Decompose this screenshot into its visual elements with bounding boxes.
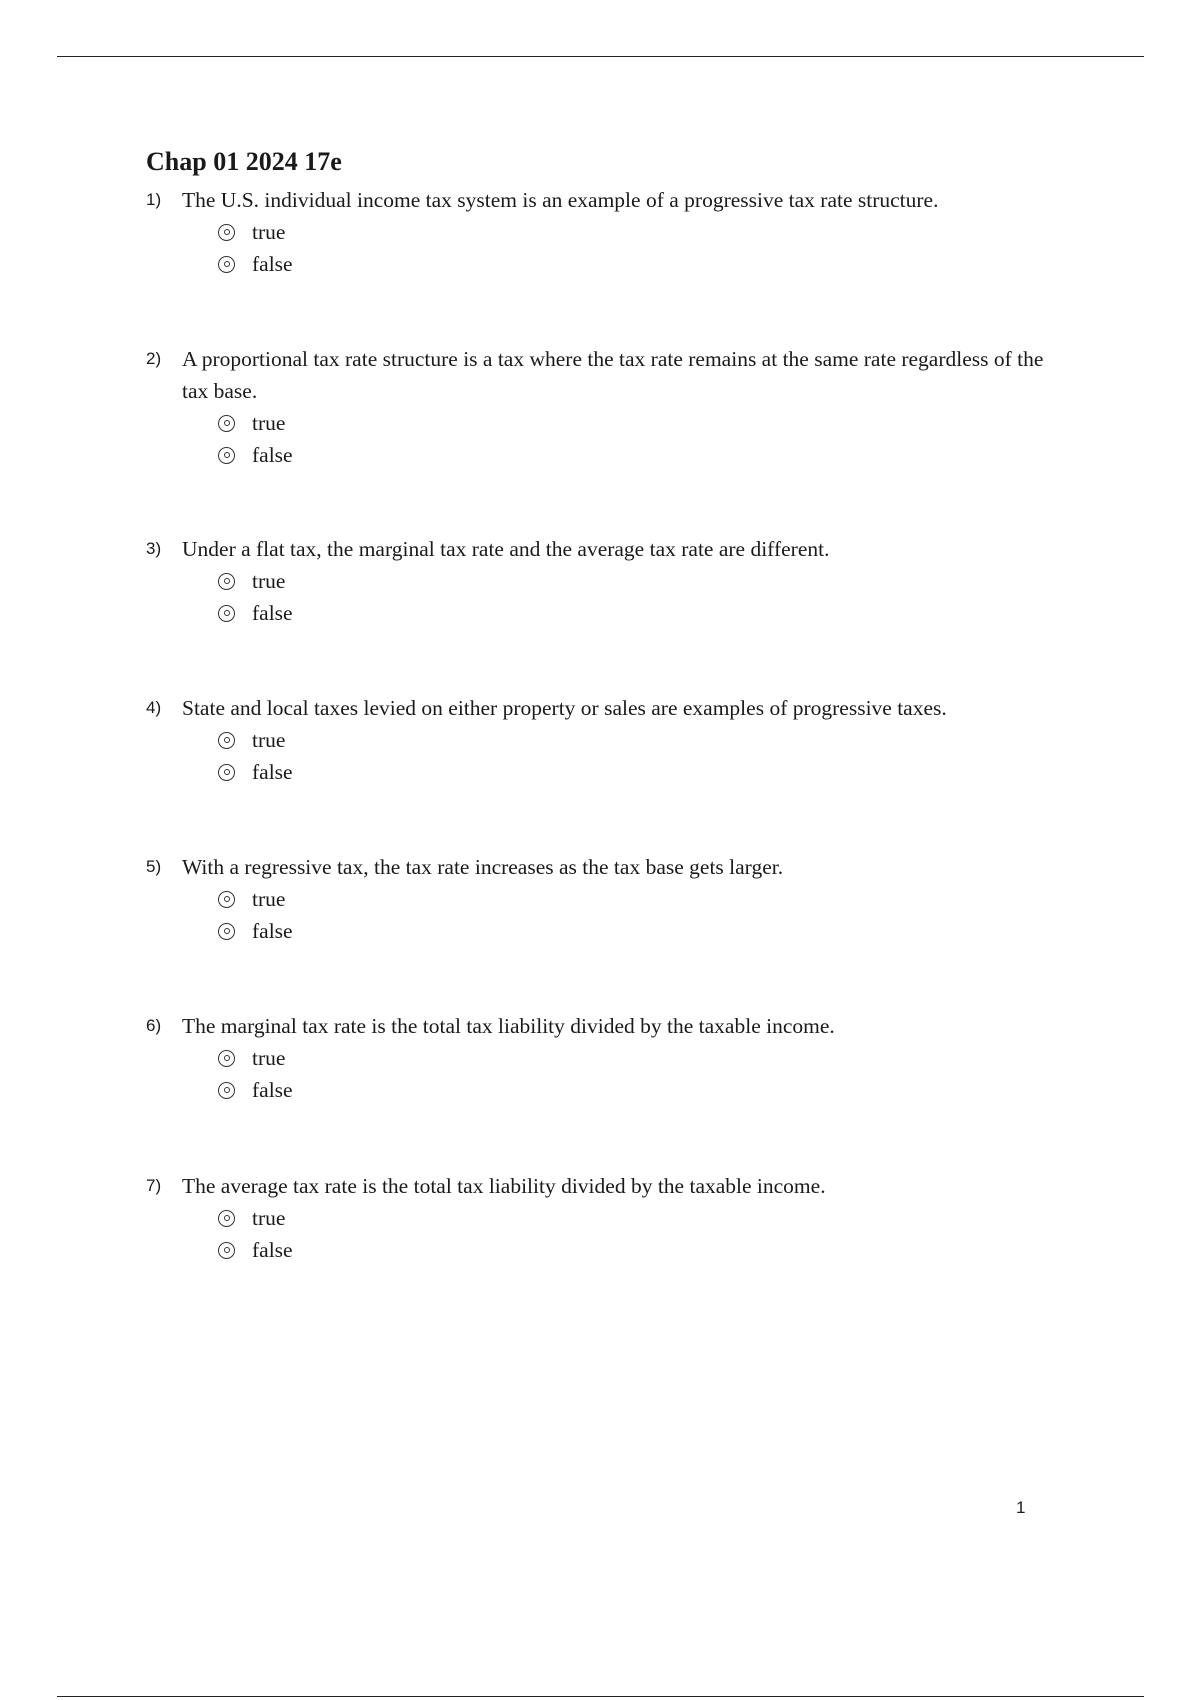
question-text: Under a flat tax, the marginal tax rate and the average tax rate are different. — [182, 537, 830, 561]
radio-icon[interactable] — [218, 891, 235, 908]
answer-options — [146, 407, 1066, 471]
radio-icon[interactable] — [218, 224, 235, 241]
answer-options — [146, 724, 1066, 788]
radio-icon[interactable] — [218, 605, 235, 622]
option-label: false — [252, 919, 293, 943]
radio-icon[interactable] — [218, 573, 235, 590]
radio-icon[interactable] — [218, 1050, 235, 1067]
question-text: With a regressive tax, the tax rate increases as the tax base gets larger. — [182, 855, 784, 879]
question-text: The average tax rate is the total tax liability divided by the taxable income. — [182, 1174, 826, 1198]
option-label: false — [252, 760, 293, 784]
option-true[interactable] — [218, 565, 1066, 597]
option-false[interactable] — [218, 1234, 1066, 1266]
option-label: true — [252, 728, 286, 752]
option-false[interactable] — [218, 1074, 1066, 1106]
question-3 — [146, 533, 1066, 629]
option-label: false — [252, 252, 293, 276]
question-prompt — [146, 692, 1066, 724]
option-label: true — [252, 220, 286, 244]
question-number: 5) — [146, 857, 162, 876]
question-text: The U.S. individual income tax system is an example of a progressive tax rate structure. — [182, 188, 939, 212]
question-2 — [146, 343, 1066, 471]
option-true[interactable] — [218, 407, 1066, 439]
option-label: true — [252, 1046, 286, 1070]
option-label: false — [252, 1078, 293, 1102]
radio-icon[interactable] — [218, 1210, 235, 1227]
question-prompt — [146, 533, 1066, 565]
option-true[interactable] — [218, 216, 1066, 248]
question-4 — [146, 692, 1066, 788]
question-prompt — [146, 1010, 1066, 1042]
radio-icon[interactable] — [218, 447, 235, 464]
option-true[interactable] — [218, 883, 1066, 915]
option-true[interactable] — [218, 1042, 1066, 1074]
question-5 — [146, 851, 1066, 947]
question-number: 4) — [146, 698, 162, 717]
page-number: 1 — [1016, 1498, 1026, 1517]
answer-options — [146, 565, 1066, 629]
page-title: Chap 01 2024 17e — [146, 147, 342, 176]
answer-options — [146, 1042, 1066, 1106]
top-divider — [57, 56, 1144, 57]
option-false[interactable] — [218, 915, 1066, 947]
question-prompt — [146, 851, 1066, 883]
option-label: false — [252, 443, 293, 467]
radio-icon[interactable] — [218, 1082, 235, 1099]
option-label: true — [252, 887, 286, 911]
option-label: true — [252, 1206, 286, 1230]
question-prompt — [146, 343, 1066, 407]
option-label: false — [252, 601, 293, 625]
option-false[interactable] — [218, 597, 1066, 629]
option-label: true — [252, 569, 286, 593]
option-label: true — [252, 411, 286, 435]
question-7 — [146, 1170, 1066, 1266]
question-6 — [146, 1010, 1066, 1106]
radio-icon[interactable] — [218, 415, 235, 432]
option-true[interactable] — [218, 724, 1066, 756]
option-true[interactable] — [218, 1202, 1066, 1234]
question-number: 7) — [146, 1176, 162, 1195]
radio-icon[interactable] — [218, 256, 235, 273]
question-text: A proportional tax rate structure is a tax where the tax rate remains at the same rate regardless of the tax base. — [182, 347, 1044, 403]
option-false[interactable] — [218, 439, 1066, 471]
answer-options — [146, 1202, 1066, 1266]
question-text: State and local taxes levied on either property or sales are examples of progressive taxes. — [182, 696, 947, 720]
answer-options — [146, 883, 1066, 947]
option-false[interactable] — [218, 248, 1066, 280]
question-prompt — [146, 184, 1066, 216]
option-false[interactable] — [218, 756, 1066, 788]
radio-icon[interactable] — [218, 732, 235, 749]
radio-icon[interactable] — [218, 1242, 235, 1259]
question-number: 1) — [146, 190, 162, 209]
question-1 — [146, 184, 1066, 280]
question-number: 3) — [146, 539, 162, 558]
answer-options — [146, 216, 1066, 280]
question-number: 2) — [146, 349, 162, 368]
option-label: false — [252, 1238, 293, 1262]
question-prompt — [146, 1170, 1066, 1202]
radio-icon[interactable] — [218, 764, 235, 781]
radio-icon[interactable] — [218, 923, 235, 940]
bottom-divider — [57, 1696, 1144, 1697]
question-text: The marginal tax rate is the total tax liability divided by the taxable income. — [182, 1014, 835, 1038]
question-number: 6) — [146, 1016, 162, 1035]
